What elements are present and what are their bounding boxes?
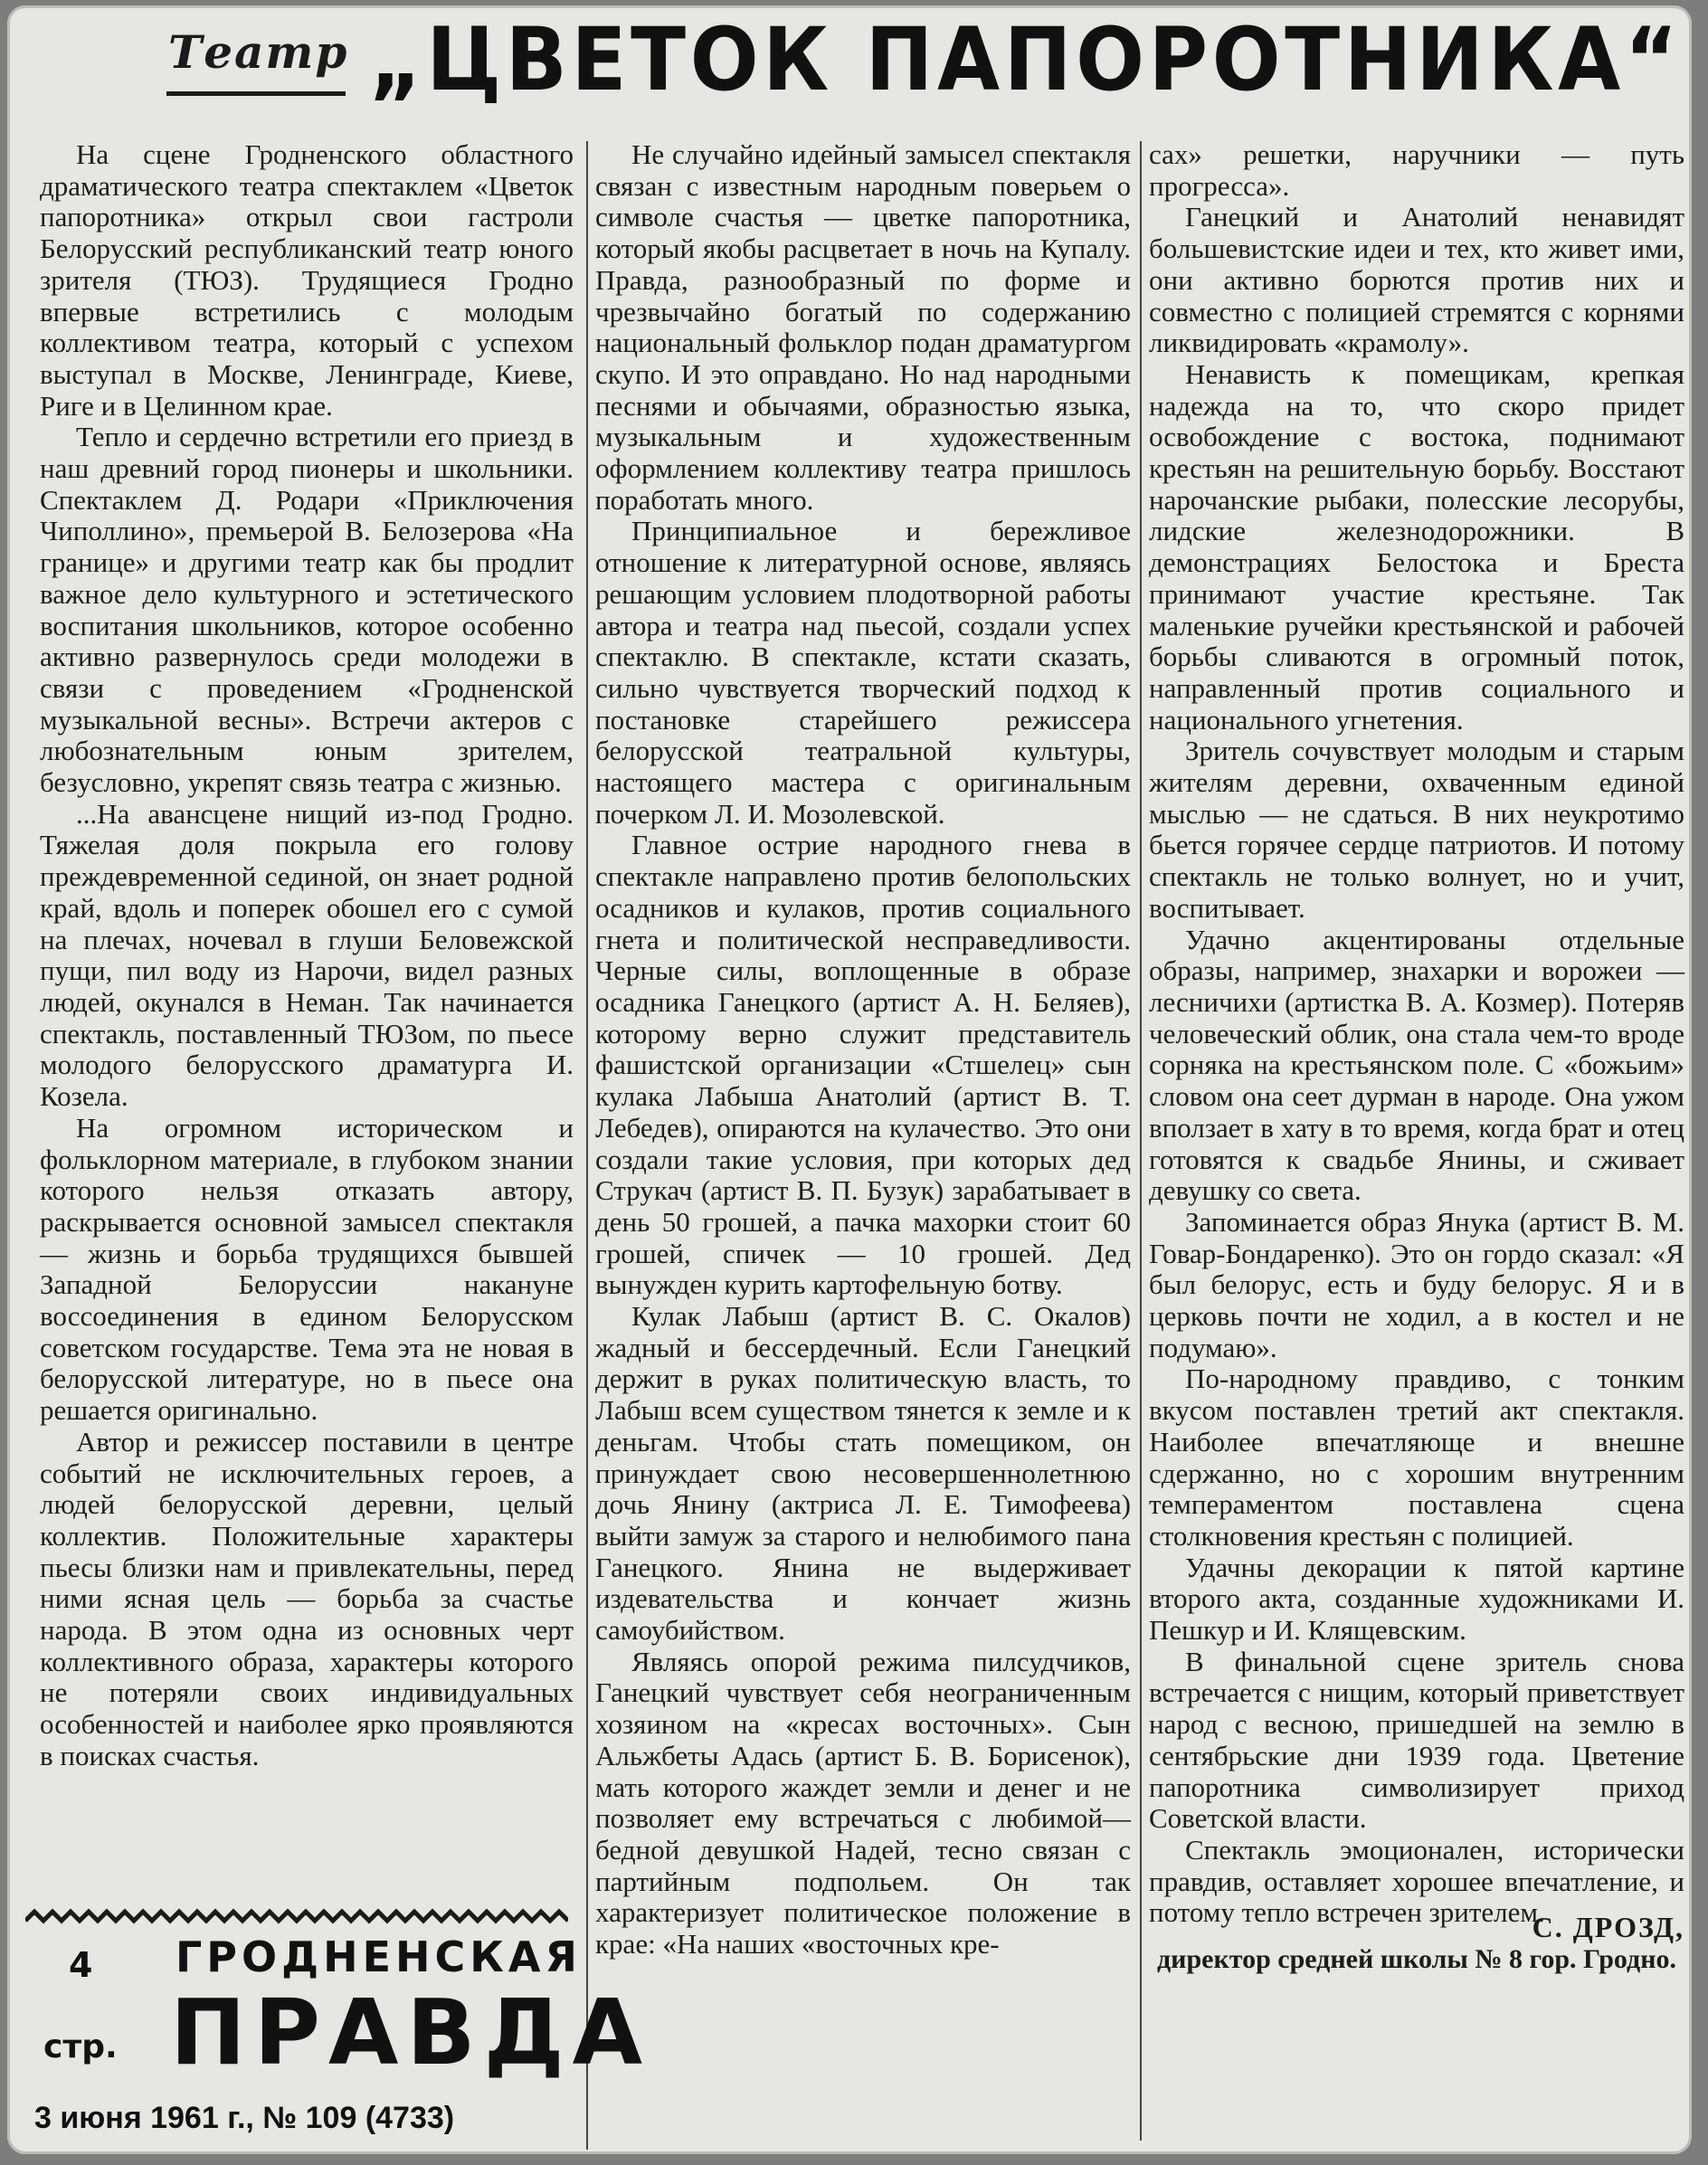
paragraph: Главное острие народного гнева в спектакле направлено против белопольских осадников и кулаков, против социального гнета и политической несправедливости. Черные силы, воплощенные в образе осадника Ганецкого (артист А. Н. Беляев), которому верно служит представитель фашистской организации «Стшелец» сын кулака Лабыша Анатолий (артист В. Т. Лебедев), опираются на кулачество. Это они создали такие условия, при которых дед Струкач (артист В. П. Бузук) зарабатывает в день 50 грошей, а пачка махорки стоит 60 грошей, спичек — 10 грошей. Дед вынужден курить картофельную ботву. (595, 829, 1131, 1301)
paragraph: Являясь опорой режима пилсудчиков, Ганецкий чувствует себя неограниченным хозяином на «кресах восточных». Сын Альжбеты Адась (артист Б. В. Борисенок), мать которого жаждет земли и денег и не позволяет ему встречаться с любимой—бедной девушкой Надей, тесно связан с партийным подпольем. Он так характеризует политическое положение в крае: «На наших «восточных кре- (595, 1645, 1131, 1961)
column-divider (1140, 141, 1142, 2141)
paragraph: Автор и режиссер поставили в центре событий не исключительных героев, а людей белорусской деревни, целый коллектив. Положительные характеры пьесы близки нам и привлекательны, перед ними ясная цель — борьба за счастье народа. В этом одна из основных черт коллективного образа, характеры которого не потеряли своих индивидуальных особенностей и наиболее ярко проявляются в поисках счастья. (40, 1425, 574, 1771)
paragraph: Ганецкий и Анатолий ненавидят большевистские идеи и тех, кто живет ими, они активно борются против них и совместно с полицией стремятся с корнями ликвидировать «крамолу». (1149, 201, 1684, 359)
author-position: директор средней школы № 8 гор. Гродно. (1156, 1944, 1676, 1974)
article-header (7, 5, 1692, 128)
paragraph: Удачно акцентированы отдельные образы, например, знахарки и ворожеи — лесничихи (артистка В. А. Козмер). Потеряв человеческий облик, она стала чем-то вроде сорняка на крестьянском поле. С «божьим» словом она сеет дурман в народе. Она ужом вползает в хату в то время, когда брат и отец готовятся к свадьбе Янины, и сживает девушку со света. (1149, 923, 1684, 1207)
article-column-3 (1149, 139, 1684, 1929)
paragraph: Спектакль эмоционален, исторически правдив, оставляет хорошее впечатление, и потому тепло встречен зрителем. (1149, 1833, 1684, 1929)
paragraph: ...На авансцене нищий из-под Гродно. Тяжелая доля покрыла его голову преждевременной сединой, он знает родной край, вдоль и поперек обошел его с сумой на плечах, ночевал в глуши Беловежской пущи, пил воду из Нарочи, видел разных людей, окунался в Неман. Так начинается спектакль, поставленный ТЮЗом, по пьесе молодого белорусского драматурга И. Козела. (40, 797, 574, 1113)
paragraph: сах» решетки, наручники — путь прогресса». (1149, 138, 1684, 202)
decorative-zigzag-divider (25, 1906, 568, 1926)
author-name: С. ДРОЗД, (1532, 1911, 1684, 1943)
issue-date: 3 июня 1961 г., № 109 (4733) (34, 2101, 455, 2135)
article-column-1 (40, 139, 574, 1772)
section-rubric: Театр (168, 25, 349, 79)
rubric-underline (166, 91, 346, 96)
paragraph: Зритель сочувствует молодым и старым жителям деревни, охваченным единой мыслью — не сдаться. В них неукротимо бьется горячее сердце патриотов. И потому спектакль не только волнует, но и учит, воспитывает. (1149, 735, 1684, 924)
page-number: 4 (69, 1945, 93, 1985)
paragraph: Кулак Лабыш (артист В. С. Окалов) жадный и бессердечный. Если Ганецкий держит в руках политическую власть, то Лабыш всем существом тянется к земле и к деньгам. Чтобы стать помещиком, он принуждает свою несовершеннолетнюю дочь Янину (актриса Л. Е. Тимофеева) выйти замуж за старого и нелюбимого пана Ганецкого. Янина не выдерживает издевательства и кончает жизнь самоубийством. (595, 1300, 1131, 1647)
paper-name-line-2: ПРАВДА (170, 1980, 651, 2085)
paragraph: По-народному правдиво, с тонким вкусом поставлен третий акт спектакля. Наиболее впечатляюще и внешне сдержанно, но с хорошим внутренним темпераментом поставлена сцена столкновения крестьян с полицией. (1149, 1363, 1684, 1552)
article-headline: „ЦВЕТОК ПАПОРОТНИКА“ (369, 9, 1683, 110)
paragraph: На огромном историческом и фольклорном материале, в глубоком знании которого нельзя отказать автору, раскрывается основной замысел спектакля — жизнь и борьба трудящихся бывшей Западной Белоруссии накануне воссоединения в едином Белорусском советском государстве. Тема эта не новая в белорусской литературе, но в пьесе она решается оригинально. (40, 1111, 574, 1427)
paragraph: Удачны декорации к пятой картине второго акта, созданные художниками И. Пешкур и И. Клящевским. (1149, 1551, 1684, 1647)
column-divider (586, 141, 588, 2150)
paragraph: В финальной сцене зритель снова встречается с нищим, который приветствует народ с весною, пришедшей на землю в сентябрьские дни 1939 года. Цветение папоротника символизирует приход Советской власти. (1149, 1645, 1684, 1835)
paragraph: Принципиальное и бережливое отношение к литературной основе, являясь решающим условием плодотворной работы автора и театра над пьесой, создали успех спектаклю. В спектакле, кстати сказать, сильно чувствуется творческий подход к постановке старейшего режиссера белорусской театральной культуры, настоящего мастера с оригинальным почерком Л. И. Мозолевской. (595, 515, 1131, 830)
page-label: стр. (43, 2028, 118, 2065)
paragraph: Не случайно идейный замысел спектакля связан с известным народным поверьем о символе счастья — цветке папоротника, который якобы расцветает в ночь на Купалу. Правда, разнообразный по форме и чрезвычайно богатый по содержанию национальный фольклор подан драматургом скупо. И это оправдано. Но над народными песнями и обычаями, образностью языка, музыкальным и художественным оформлением коллективу театра пришлось поработать много. (595, 138, 1131, 516)
paragraph: На сцене Гродненского областного драматического театра спектаклем «Цветок папоротника» открыл свои гастроли Белорусский республиканский театр юного зрителя (ТЮЗ). Трудящиеся Гродно впервые встретились с молодым коллективом театра, который с успехом выступал в Москве, Ленинграде, Киеве, Риге и в Целинном крае. (40, 138, 574, 422)
article-column-2 (595, 139, 1131, 1961)
newspaper-masthead (7, 1932, 651, 2154)
newspaper-clipping (7, 5, 1692, 2154)
paragraph: Ненависть к помещикам, крепкая надежда на то, что скоро придет освобождение с востока, поднимают крестьян на решительную борьбу. Восстают нарочанские рыбаки, полесские лесорубы, лидские железнодорожники. В демонстрациях Белостока и Бреста принимают участие крестьяне. Так маленькие ручейки крестьянской и рабочей борьбы сливаются в огромный поток, направленный против социального и национального угнетения. (1149, 357, 1684, 736)
paragraph: Запоминается образ Янука (артист В. М. Говар-Бондаренко). Это он гордо сказал: «Я был белорус, есть и буду белорус. Я и в церковь почти не ходил, а в костел и не подумаю». (1149, 1205, 1684, 1363)
paper-name-line-1: ГРОДНЕНСКАЯ (176, 1932, 582, 1981)
paragraph: Тепло и сердечно встретили его приезд в наш древний город пионеры и школьники. Спектаклем Д. Родари «Приключения Чиполлино», премьерой В. Белозерова «На границе» и другими театр как бы продлит важное дело культурного и эстетического воспитания школьников, которое особенно активно развернулось среди молодежи в связи с проведением «Гродненской музыкальной весны». Встречи актеров с любознательным юным зрителем, безусловно, укрепят связь театра с жизнью. (40, 421, 574, 799)
